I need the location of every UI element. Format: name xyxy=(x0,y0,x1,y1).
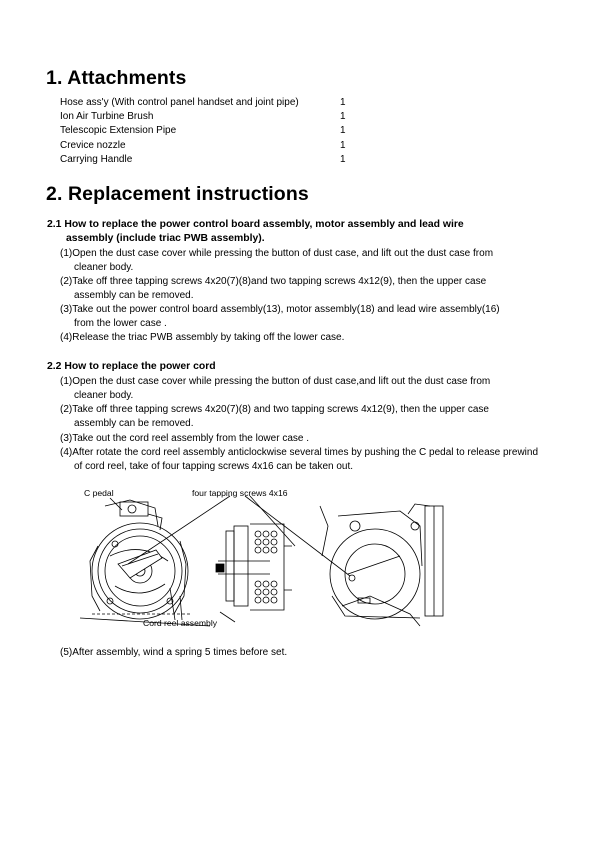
subsection-2-2-title: 2.2 How to replace the power cord xyxy=(47,361,216,372)
screws-label: four tapping screws 4x16 xyxy=(192,488,288,498)
attachment-qty: 1 xyxy=(340,125,346,136)
final-step-text: (5)After assembly, wind a spring 5 times before set. xyxy=(60,647,288,658)
step-text: (3)Take out the power control board assembly(13), motor assembly(18) and lead wire assembly(16) xyxy=(60,304,500,315)
step-text: cleaner body. xyxy=(74,262,134,273)
step-text: assembly can be removed. xyxy=(74,290,194,301)
step-text: (2)Take off three tapping screws 4x20(7)(8)and two tapping screws 4x12(9), then the upper case xyxy=(60,276,487,287)
step-text: of cord reel, take of four tapping screws 4x16 can be taken out. xyxy=(74,461,354,472)
step-text: (4)After rotate the cord reel assembly anticlockwise several times by pushing the C pedal to release prewind xyxy=(60,447,539,458)
step-text: from the lower case . xyxy=(74,318,167,329)
attachment-qty: 1 xyxy=(340,154,346,165)
c-pedal-label: C pedal xyxy=(84,488,114,498)
attachment-name: Telescopic Extension Pipe xyxy=(60,125,177,136)
attachment-name: Hose ass'y (With control panel handset and joint pipe) xyxy=(60,97,299,108)
subsection-2-1-title-cont: assembly (include triac PWB assembly). xyxy=(66,233,265,244)
reel-cross-section xyxy=(216,524,292,622)
replacement-heading: 2. Replacement instructions xyxy=(46,183,309,205)
attachment-name: Crevice nozzle xyxy=(60,140,126,151)
step-text: (1)Open the dust case cover while pressing the button of dust case,and lift out the dust case from xyxy=(60,376,491,387)
cord-reel-figure xyxy=(70,486,510,636)
step-text: cleaner body. xyxy=(74,390,134,401)
attachment-qty: 1 xyxy=(340,111,346,122)
attachments-heading: 1. Attachments xyxy=(46,67,187,89)
step-text: (2)Take off three tapping screws 4x20(7)(8) and two tapping screws 4x12(9), then the upper case xyxy=(60,404,489,415)
attachment-qty: 1 xyxy=(340,97,346,108)
step-text: (3)Take out the cord reel assembly from the lower case . xyxy=(60,433,309,444)
reel-front-view xyxy=(80,500,210,626)
reel-back-view xyxy=(320,504,443,626)
step-text: assembly can be removed. xyxy=(74,418,194,429)
attachment-qty: 1 xyxy=(340,140,346,151)
attachment-name: Carrying Handle xyxy=(60,154,133,165)
cord-reel-illustration xyxy=(70,486,510,636)
step-text: (4)Release the triac PWB assembly by taking off the lower case. xyxy=(60,332,345,343)
step-text: (1)Open the dust case cover while pressing the button of dust case, and lift out the dust case from xyxy=(60,248,494,259)
attachment-name: Ion Air Turbine Brush xyxy=(60,111,154,122)
subsection-2-1-title: 2.1 How to replace the power control board assembly, motor assembly and lead wire xyxy=(47,219,464,230)
cord-reel-label: Cord reel assembly xyxy=(143,618,218,628)
